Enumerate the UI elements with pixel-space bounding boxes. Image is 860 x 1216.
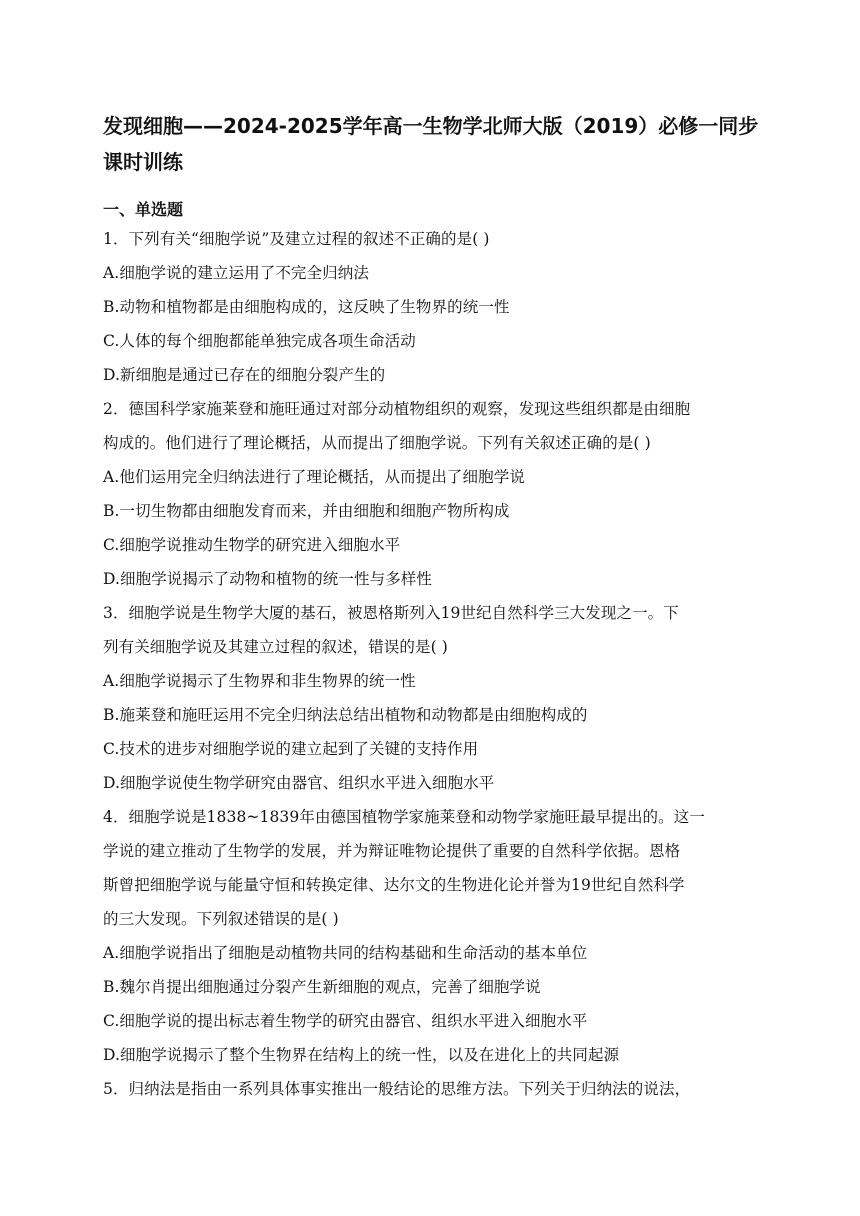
text-line: B.一切生物都由细胞发育而来，并由细胞和细胞产物所构成 bbox=[103, 502, 510, 520]
text-line: D.细胞学说揭示了动物和植物的统一性与多样性 bbox=[103, 570, 433, 588]
text-line: A.细胞学说的建立运用了不完全归纳法 bbox=[103, 264, 369, 282]
text-line: D.细胞学说揭示了整个生物界在结构上的统一性，以及在进化上的共同起源 bbox=[103, 1046, 620, 1064]
text-line: 学说的建立推动了生物学的发展，并为辩证唯物论提供了重要的自然科学依据。恩格 bbox=[103, 842, 681, 860]
text-line: 5．归纳法是指由一系列具体事实推出一般结论的思维方法。下列关于归纳法的说法， bbox=[103, 1080, 691, 1098]
question-list bbox=[103, 222, 758, 1106]
text-line: C.细胞学说推动生物学的研究进入细胞水平 bbox=[103, 536, 401, 554]
text-line: 4．细胞学说是1838~1839年由德国植物学家施莱登和动物学家施旺最早提出的。这一 bbox=[103, 808, 705, 826]
text-line: D.新细胞是通过已存在的细胞分裂产生的 bbox=[103, 366, 386, 384]
text-line: A.他们运用完全归纳法进行了理论概括，从而提出了细胞学说 bbox=[103, 468, 525, 486]
text-line: 构成的。他们进行了理论概括，从而提出了细胞学说。下列有关叙述正确的是( ) bbox=[103, 434, 651, 452]
page-title: 发现细胞——2024-2025学年高一生物学北师大版（2019）必修一同步课时训练 bbox=[103, 114, 759, 174]
text-line: 3．细胞学说是生物学大厦的基石，被恩格斯列入19世纪自然科学三大发现之一。下 bbox=[103, 604, 679, 622]
text-line: 斯曾把细胞学说与能量守恒和转换定律、达尔文的生物进化论并誉为19世纪自然科学 bbox=[103, 876, 685, 894]
text-line: A.细胞学说指出了细胞是动植物共同的结构基础和生命活动的基本单位 bbox=[103, 944, 588, 962]
text-line: 的三大发现。下列叙述错误的是( ) bbox=[103, 910, 339, 928]
text-line: D.细胞学说使生物学研究由器官、组织水平进入细胞水平 bbox=[103, 774, 495, 792]
text-line: 2．德国科学家施莱登和施旺通过对部分动植物组织的观察，发现这些组织都是由细胞 bbox=[103, 400, 691, 418]
text-line: 列有关细胞学说及其建立过程的叙述，错误的是( ) bbox=[103, 638, 448, 656]
text-line: C.细胞学说的提出标志着生物学的研究由器官、组织水平进入细胞水平 bbox=[103, 1012, 588, 1030]
text-line: 1．下列有关“细胞学说”及建立过程的叙述不正确的是( ) bbox=[103, 230, 490, 248]
text-line: C.技术的进步对细胞学说的建立起到了关键的支持作用 bbox=[103, 740, 479, 758]
text-line: A.细胞学说揭示了生物界和非生物界的统一性 bbox=[103, 672, 416, 690]
text-line: B.魏尔肖提出细胞通过分裂产生新细胞的观点，完善了细胞学说 bbox=[103, 978, 541, 996]
text-line: C.人体的每个细胞都能单独完成各项生命活动 bbox=[103, 332, 416, 350]
section-heading: 一、单选题 bbox=[103, 200, 184, 219]
text-line: B.施莱登和施旺运用不完全归纳法总结出植物和动物都是由细胞构成的 bbox=[103, 706, 588, 724]
text-line: B.动物和植物都是由细胞构成的，这反映了生物界的统一性 bbox=[103, 298, 510, 316]
